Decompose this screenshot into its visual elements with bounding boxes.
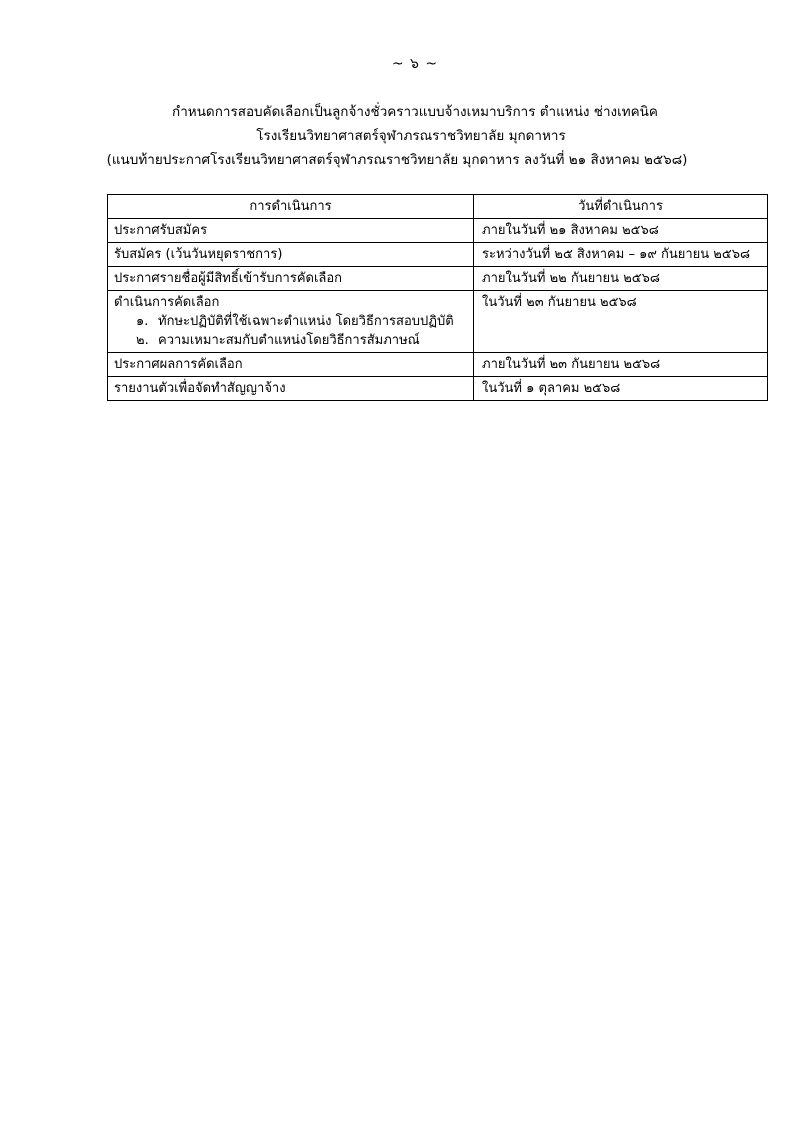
table-row: [108, 291, 768, 353]
date-cell: ภายในวันที่ ๒๒ กันยายน ๒๕๖๘: [474, 267, 768, 291]
subitem-number: ๑.: [136, 314, 149, 329]
table-header-row: [108, 195, 768, 219]
selection-subitem: [114, 331, 467, 350]
table-row: [108, 267, 768, 291]
header-date: วันที่ดำเนินการ: [474, 195, 768, 219]
schedule-table: [107, 194, 768, 401]
document-heading: [0, 100, 794, 172]
table-row: [108, 243, 768, 267]
date-cell: ระหว่างวันที่ ๒๕ สิงหาคม – ๑๙ กันยายน ๒๕๖๘: [474, 243, 768, 267]
subitem-text: ความเหมาะสมกับตำแหน่งโดยวิธีการสัมภาษณ์: [158, 333, 420, 348]
table-row: [108, 219, 768, 243]
process-cell: รับสมัคร (เว้นวันหยุดราชการ): [108, 243, 474, 267]
selection-subitem: [114, 312, 467, 331]
header-process: การดำเนินการ: [108, 195, 474, 219]
heading-title: กำหนดการสอบคัดเลือกเป็นลูกจ้างชั่วคราวแบบจ้างเหมาบริการ ตำแหน่ง ช่างเทคนิค: [172, 104, 658, 120]
date-cell: ภายในวันที่ ๒๑ สิงหาคม ๒๕๖๘: [474, 219, 768, 243]
process-label: ดำเนินการคัดเลือก: [114, 295, 220, 310]
table-row: [108, 377, 768, 401]
heading-school: โรงเรียนวิทยาศาสตร์จุฬาภรณราชวิทยาลัย มุกดาหาร: [256, 128, 566, 144]
table-row: [108, 353, 768, 377]
date-cell: ภายในวันที่ ๒๓ กันยายน ๒๕๖๘: [474, 353, 768, 377]
page-number: ~ ๖ ~: [391, 56, 439, 72]
date-cell: ในวันที่ ๑ ตุลาคม ๒๕๖๘: [474, 377, 768, 401]
heading-attachment-note: (แนบท้ายประกาศโรงเรียนวิทยาศาสตร์จุฬาภรณราชวิทยาลัย มุกดาหาร ลงวันที่ ๒๑ สิงหาคม ๒๕๖๘): [106, 152, 688, 168]
process-cell: ประกาศผลการคัดเลือก: [108, 353, 474, 377]
process-cell: ประกาศรับสมัคร: [108, 219, 474, 243]
process-cell: รายงานตัวเพื่อจัดทำสัญญาจ้าง: [108, 377, 474, 401]
subitem-number: ๒.: [136, 333, 149, 348]
subitem-text: ทักษะปฏิบัติที่ใช้เฉพาะตำแหน่ง โดยวิธีการสอบปฏิบัติ: [158, 314, 454, 329]
process-cell: [108, 291, 474, 353]
process-cell: ประกาศรายชื่อผู้มีสิทธิ์เข้ารับการคัดเลือก: [108, 267, 474, 291]
date-cell: ในวันที่ ๒๓ กันยายน ๒๕๖๘: [474, 291, 768, 353]
